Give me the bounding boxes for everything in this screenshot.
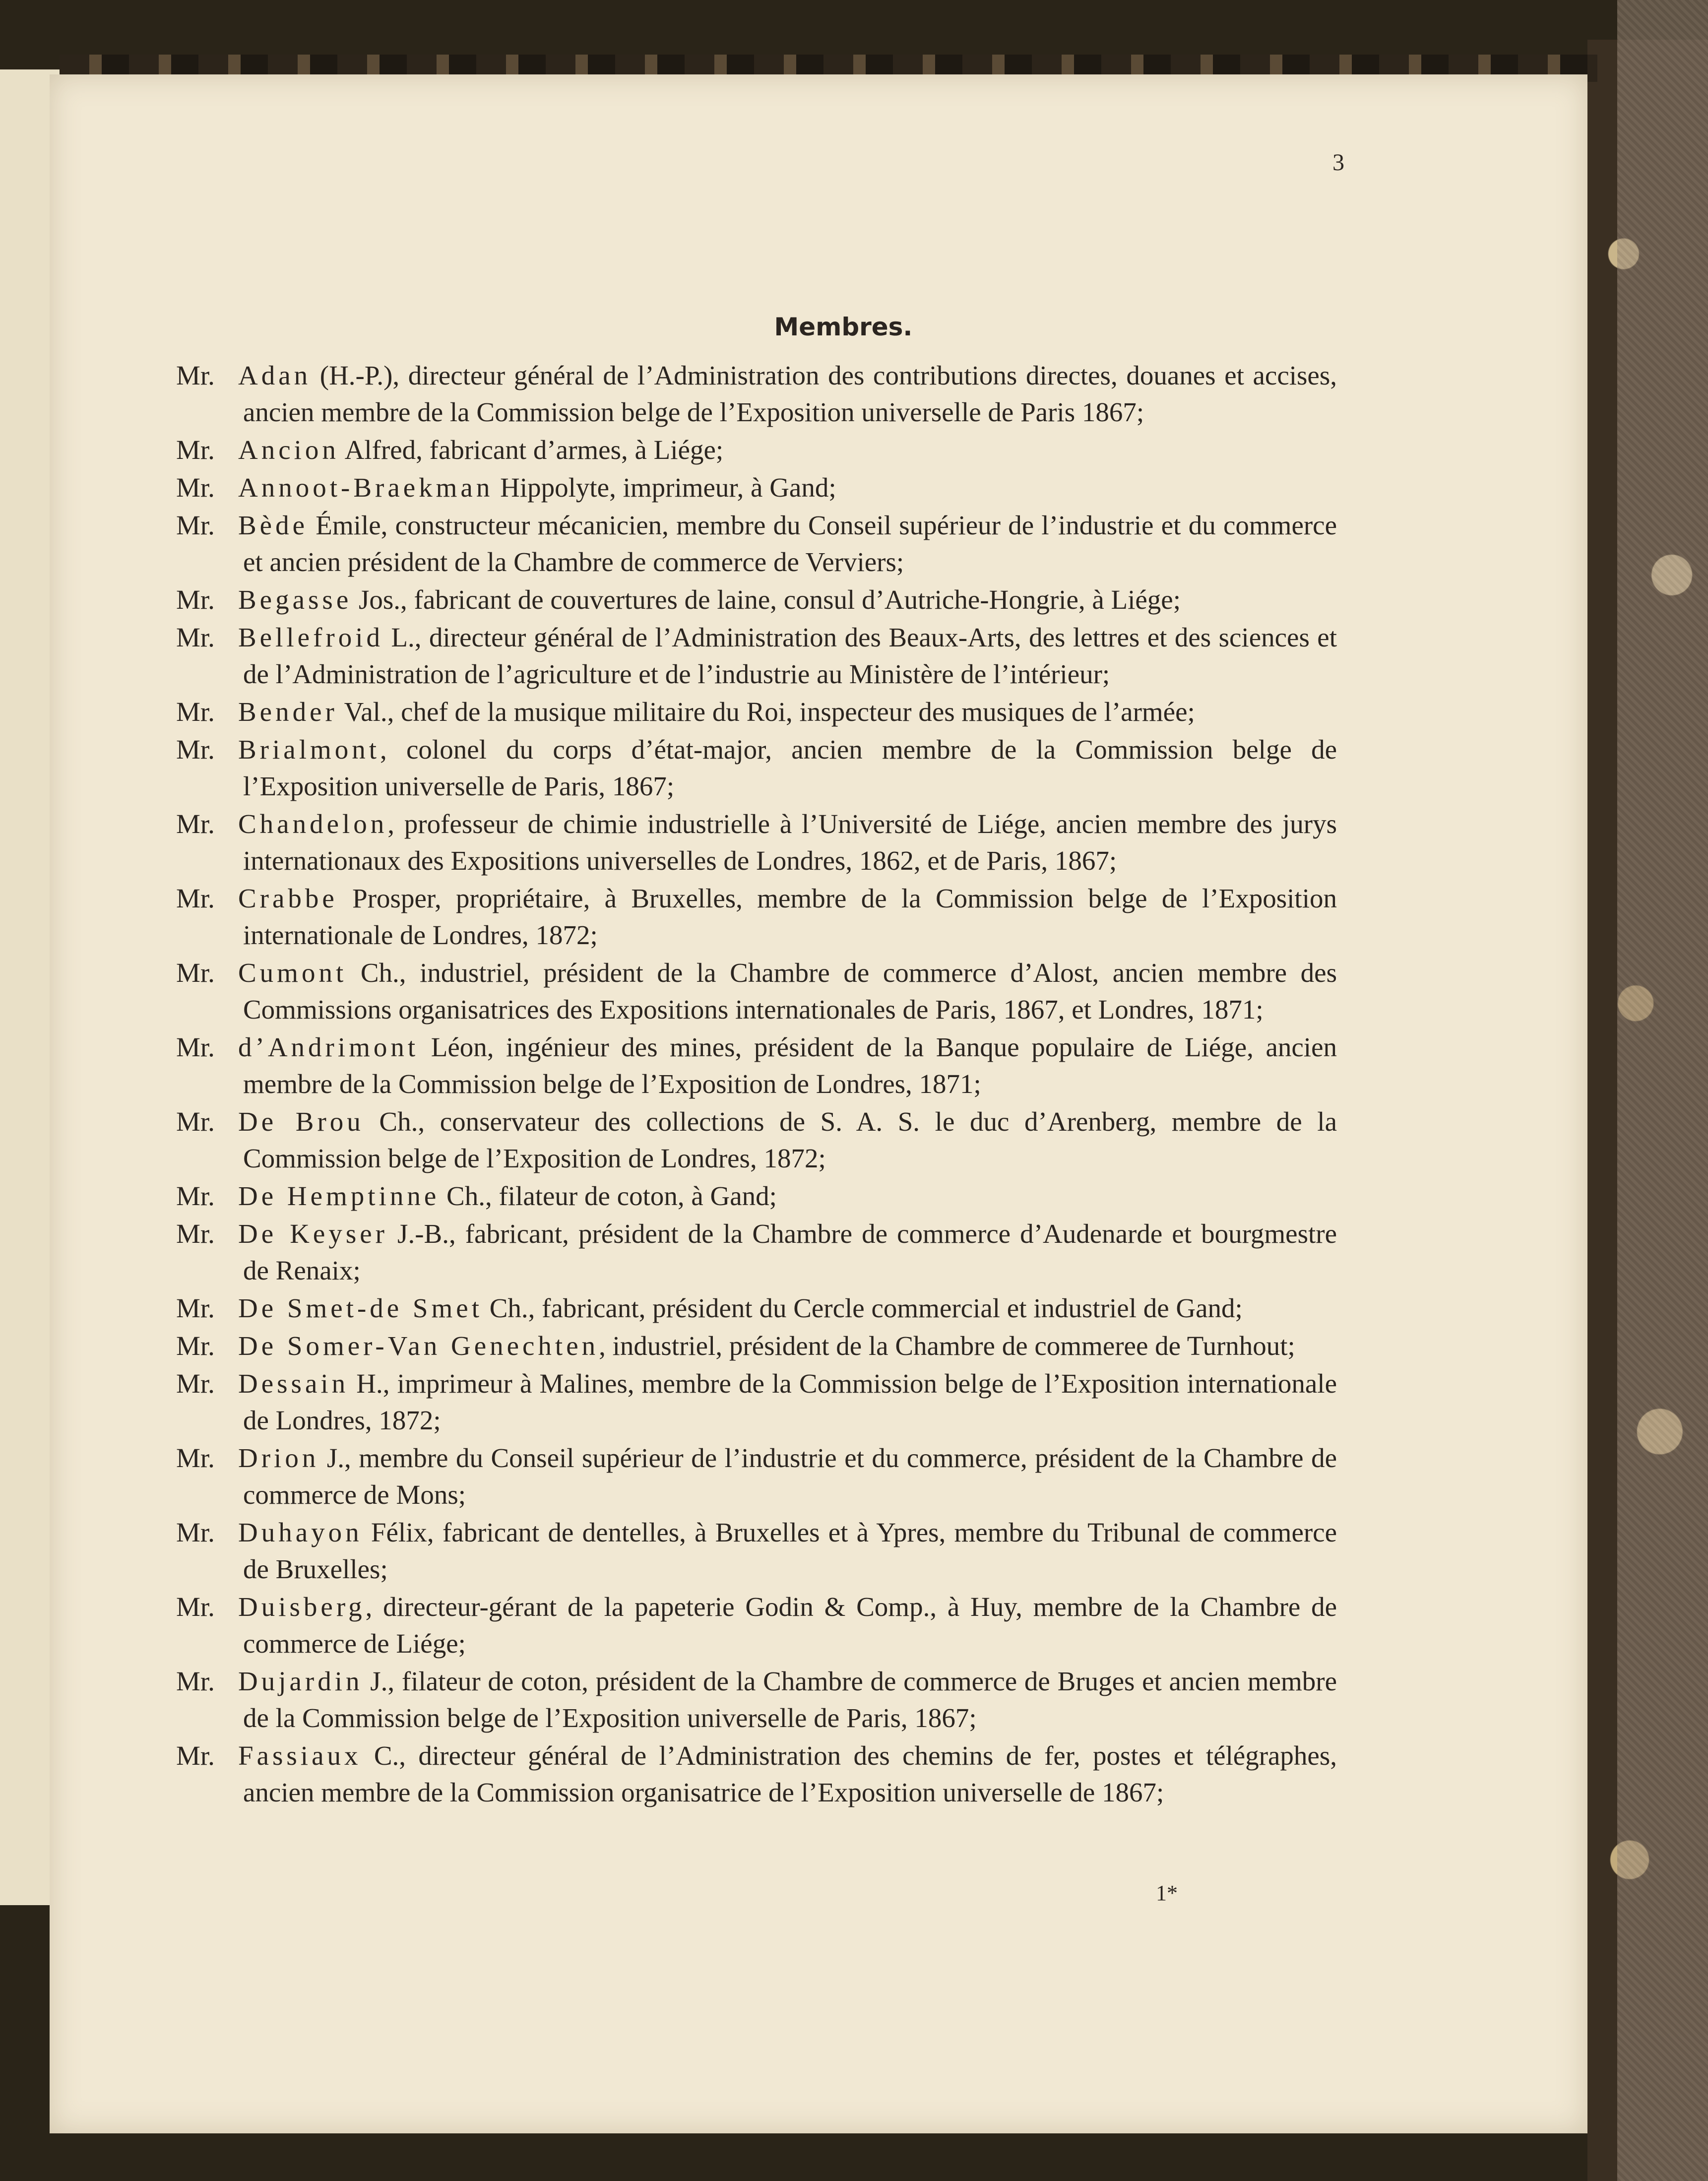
member-entry	[176, 1103, 1337, 1177]
member-name: Duhayon	[238, 1517, 363, 1547]
member-title: Mr.	[176, 472, 215, 503]
member-name: Dessain	[238, 1368, 349, 1399]
member-title: Mr.	[176, 958, 215, 988]
member-entry	[176, 432, 1337, 468]
member-name: Ancion	[238, 435, 339, 465]
member-description: Hippolyte, imprimeur, à Gand;	[493, 472, 836, 503]
member-description: C., directeur général de l’Administration des chemins de fer, postes et télégraphes, ancien membre de la Commission organisatrice de l’Exposition universelle de 1867;	[243, 1740, 1337, 1807]
member-entry	[176, 1029, 1337, 1102]
member-entry	[176, 880, 1337, 954]
member-title: Mr.	[176, 1293, 215, 1323]
member-title: Mr.	[176, 697, 215, 727]
member-entry	[176, 469, 1337, 506]
member-description: Léon, ingénieur des mines, président de la Banque populaire de Liége, ancien membre de la Commission belge de l’Exposition de Londres, 1871;	[243, 1032, 1337, 1099]
signature-mark: 1*	[1156, 1881, 1178, 1905]
member-description: Félix, fabricant de dentelles, à Bruxelles et à Ypres, membre du Tribunal de commerce de Bruxelles;	[243, 1517, 1337, 1584]
member-name: Fassiaux	[238, 1740, 362, 1771]
member-name: Bellefroid	[238, 622, 383, 652]
member-name: Adan	[238, 360, 312, 390]
member-name: Bender	[238, 697, 338, 727]
member-title: Mr.	[176, 1106, 215, 1137]
member-description: Prosper, propriétaire, à Bruxelles, membre de la Commission belge de l’Exposition internationale de Londres, 1872;	[243, 883, 1337, 950]
member-entry	[176, 1216, 1337, 1289]
member-description: (H.-P.), directeur général de l’Administration des contributions directes, douanes et accises, ancien membre de la Commission belge de l’Exposition universelle de Paris 1867;	[243, 360, 1337, 427]
member-entry	[176, 1290, 1337, 1327]
member-entry	[176, 1365, 1337, 1439]
member-description: H., imprimeur à Malines, membre de la Commission belge de l’Exposition internationale de Londres, 1872;	[243, 1368, 1337, 1435]
member-description: Émile, constructeur mécanicien, membre du Conseil supérieur de l’industrie et du commerce et ancien président de la Chambre de commerce de Verviers;	[243, 510, 1337, 577]
book-spine-cloth	[1617, 0, 1708, 2181]
members-list	[176, 357, 1337, 1812]
member-entry	[176, 507, 1337, 580]
member-title: Mr.	[176, 809, 215, 839]
member-title: Mr.	[176, 1181, 215, 1211]
member-name: De Hemptinne	[238, 1181, 440, 1211]
member-entry	[176, 1663, 1337, 1736]
member-name: Annoot-Braekman	[238, 472, 494, 503]
member-name: Begasse	[238, 584, 352, 615]
member-name: Bède	[238, 510, 309, 540]
member-title: Mr.	[176, 1517, 215, 1547]
member-entry	[176, 1440, 1337, 1513]
member-name: Crabbe	[238, 883, 338, 913]
member-title: Mr.	[176, 584, 215, 615]
member-description: L., directeur général de l’Administration des Beaux-Arts, des lettres et des sciences et de l’Administration de l’agriculture et de l’industrie au Ministère de l’intérieur;	[243, 622, 1337, 689]
member-name: De Keyser	[238, 1219, 388, 1249]
member-name: De Brou	[238, 1106, 364, 1137]
member-description: J.-B., fabricant, président de la Chambre de commerce d’Audenarde et bourgmestre de Renaix;	[243, 1219, 1337, 1285]
member-name: Brialmont	[238, 734, 380, 765]
member-name: Cumont	[238, 958, 347, 988]
member-name: d’Andrimont	[238, 1032, 419, 1062]
member-description: Ch., fabricant, président du Cercle commercial et industriel de Gand;	[482, 1293, 1243, 1323]
member-description: Ch., industriel, président de la Chambre de commerce d’Alost, ancien membre des Commissions organisatrices des Expositions internationales de Paris, 1867, et Londres, 1871;	[243, 958, 1337, 1025]
member-entry	[176, 581, 1337, 618]
member-title: Mr.	[176, 1592, 215, 1622]
member-entry	[176, 731, 1337, 805]
member-title: Mr.	[176, 1368, 215, 1399]
member-description: J., filateur de coton, président de la Chambre de commerce de Bruges et ancien membre de la Commission belge de l’Exposition universelle de Paris, 1867;	[243, 1666, 1337, 1733]
member-entry	[176, 955, 1337, 1028]
member-entry	[176, 619, 1337, 693]
member-entry	[176, 357, 1337, 431]
member-title: Mr.	[176, 1331, 215, 1361]
member-name: Duisberg	[238, 1592, 366, 1622]
member-description: Val., chef de la musique militaire du Roi, inspecteur des musiques de l’armée;	[337, 697, 1195, 727]
member-description: Ch., filateur de coton, à Gand;	[440, 1181, 777, 1211]
member-description: , directeur-gérant de la papeterie Godin & Comp., à Huy, membre de la Chambre de commerce de Liége;	[243, 1592, 1337, 1659]
member-entry	[176, 1737, 1337, 1811]
member-description: Jos., fabricant de couvertures de laine, consul d’Autriche-Hongrie, à Liége;	[352, 584, 1181, 615]
member-description: Ch., conservateur des collections de S. A. S. le duc d’Arenberg, membre de la Commission belge de l’Exposition de Londres, 1872;	[243, 1106, 1337, 1173]
member-title: Mr.	[176, 622, 215, 652]
section-heading: Membres.	[774, 313, 913, 341]
member-title: Mr.	[176, 1032, 215, 1062]
member-entry	[176, 1514, 1337, 1588]
member-entry	[176, 694, 1337, 730]
member-name: Dujardin	[238, 1666, 363, 1696]
member-title: Mr.	[176, 510, 215, 540]
member-title: Mr.	[176, 1219, 215, 1249]
member-name: De Smet-de Smet	[238, 1293, 483, 1323]
member-name: De Somer-Van Genechten	[238, 1331, 599, 1361]
member-title: Mr.	[176, 1666, 215, 1696]
member-entry	[176, 1589, 1337, 1662]
member-description: J., membre du Conseil supérieur de l’industrie et du commerce, président de la Chambre de commerce de Mons;	[243, 1443, 1337, 1510]
member-title: Mr.	[176, 883, 215, 913]
member-description: , professeur de chimie industrielle à l’Université de Liége, ancien membre des jurys internationaux des Expositions universelles de Londres, 1862, et de Paris, 1867;	[243, 809, 1337, 876]
member-description: , colonel du corps d’état-major, ancien membre de la Commission belge de l’Exposition universelle de Paris, 1867;	[243, 734, 1337, 801]
member-entry	[176, 1328, 1337, 1364]
member-title: Mr.	[176, 734, 215, 765]
member-title: Mr.	[176, 1740, 215, 1771]
member-entry	[176, 1178, 1337, 1215]
member-description: Alfred, fabricant d’armes, à Liége;	[339, 435, 724, 465]
member-entry	[176, 806, 1337, 879]
member-description: , industriel, président de la Chambre de commeree de Turnhout;	[599, 1331, 1295, 1361]
member-title: Mr.	[176, 360, 215, 390]
member-name: Chandelon	[238, 809, 388, 839]
page-number: 3	[1332, 149, 1344, 176]
member-title: Mr.	[176, 1443, 215, 1473]
member-title: Mr.	[176, 435, 215, 465]
member-name: Drion	[238, 1443, 319, 1473]
